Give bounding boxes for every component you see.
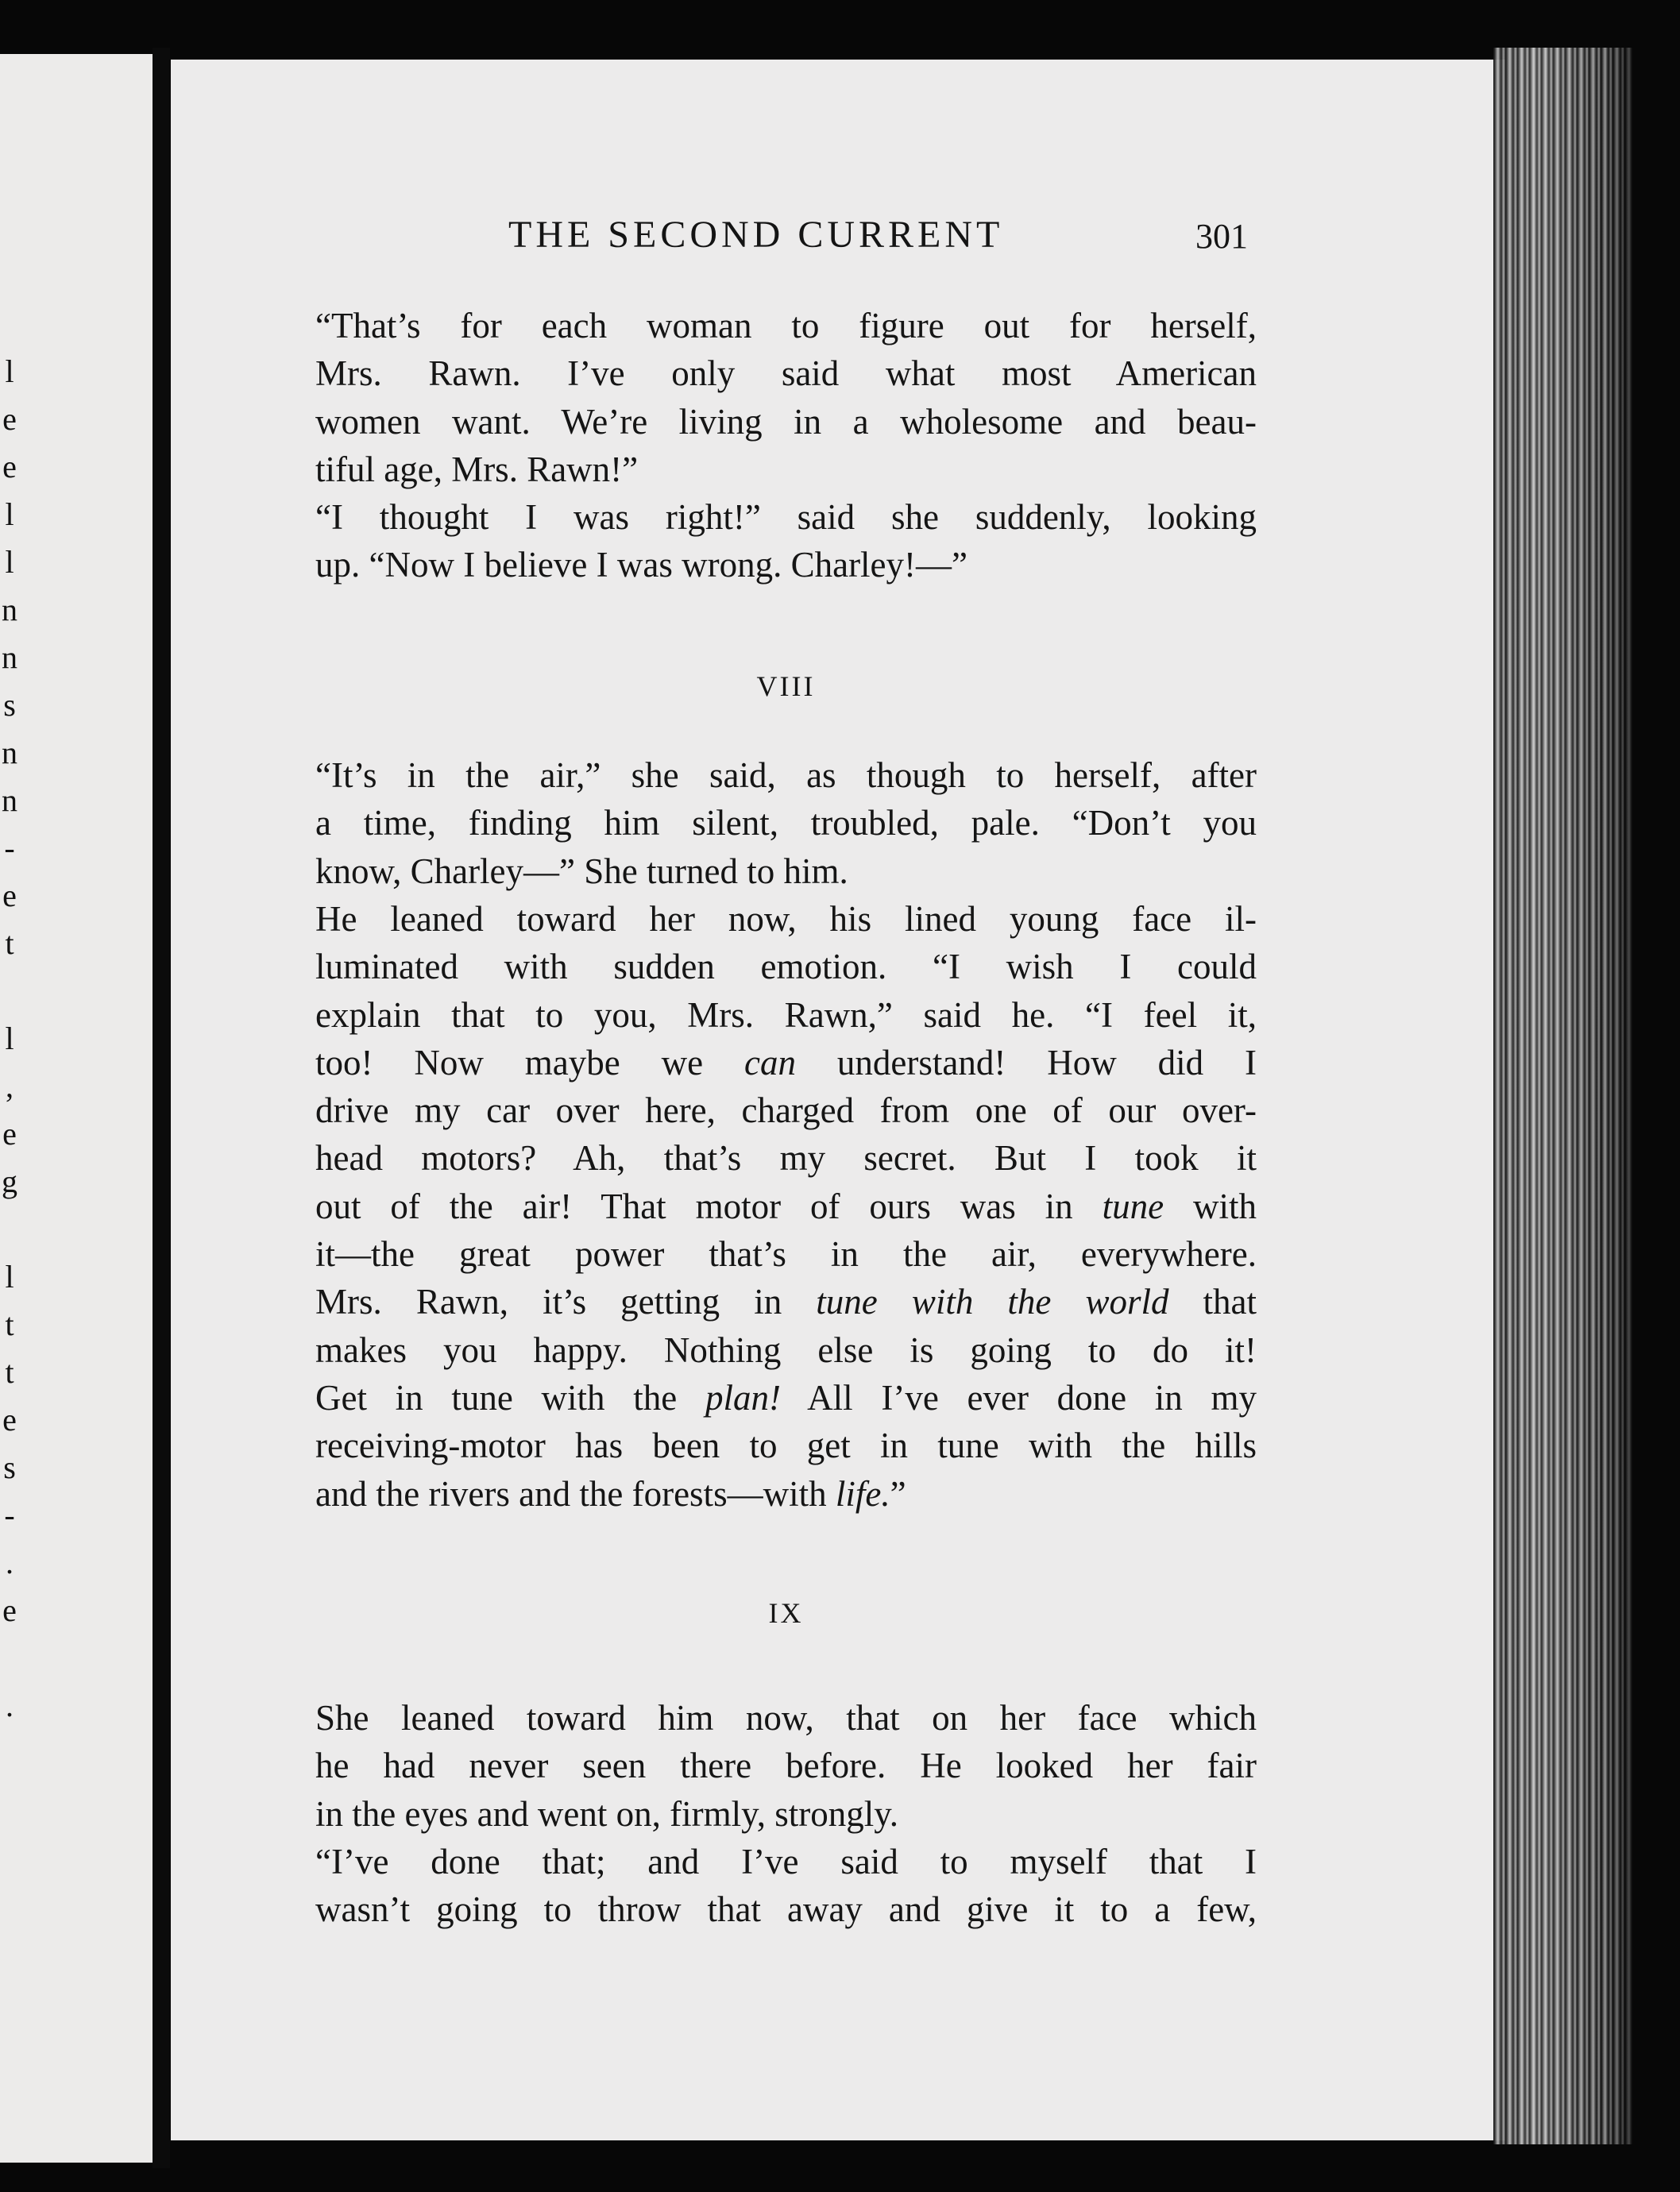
- margin-letter: t: [5, 1306, 14, 1342]
- text-line: “I thought I was right!” said she suddenly, looking: [315, 497, 1257, 538]
- section-heading-ix: IX: [768, 1596, 804, 1629]
- paragraph-4: [315, 895, 1257, 1518]
- margin-letter: e: [2, 1116, 17, 1152]
- text-line: drive my car over here, charged from one of our over-: [315, 1090, 1257, 1131]
- text-line: know, Charley—” She turned to him.: [315, 851, 848, 891]
- margin-letter: [0, 1206, 19, 1253]
- book-gutter: [153, 48, 170, 2168]
- text-line: He leaned toward her now, his lined young face il-: [315, 898, 1257, 939]
- paragraph-6: [315, 1838, 1257, 1934]
- margin-letter: l: [5, 544, 14, 580]
- margin-letter: -: [4, 1497, 15, 1533]
- margin-letter: n: [2, 592, 17, 627]
- margin-letter: ,: [6, 1068, 14, 1104]
- margin-letter: [0, 967, 19, 1015]
- paragraph-5: [315, 1694, 1257, 1838]
- margin-letter: [0, 1634, 19, 1682]
- text-line: in the eyes and went on, firmly, strongly.: [315, 1793, 899, 1834]
- margin-letter: e: [2, 1592, 17, 1628]
- margin-letter: g: [2, 1164, 17, 1199]
- margin-letter: e: [2, 449, 17, 484]
- emphasis: life.: [835, 1473, 890, 1514]
- text-line: “It’s in the air,” she said, as though to herself, after: [315, 755, 1257, 796]
- page-number: 301: [1195, 217, 1248, 256]
- body-text: [315, 302, 1257, 1934]
- emphasis: tune: [1102, 1186, 1164, 1226]
- facing-page-edge: [0, 54, 153, 2163]
- text-line: She leaned toward him now, that on her face which: [315, 1698, 1257, 1739]
- text-line: “I’ve done that; and I’ve said to myself that I: [315, 1842, 1257, 1882]
- paragraph-3: [315, 751, 1257, 895]
- facing-page-margin-letters: [0, 348, 19, 1730]
- margin-letter: .: [6, 1545, 14, 1580]
- text-line: explain that to you, Mrs. Rawn,” said he. “I feel it,: [315, 994, 1257, 1035]
- paragraph-1: [315, 302, 1257, 493]
- margin-letter: l: [5, 353, 14, 389]
- margin-letter: l: [5, 1259, 14, 1295]
- margin-letter: e: [2, 1402, 17, 1438]
- paragraph-2: [315, 493, 1257, 589]
- text-line: luminated with sudden emotion. “I wish I could: [315, 947, 1257, 987]
- text-line: Get in tune with the plan! All I’ve ever done in my: [315, 1377, 1257, 1418]
- text-line: makes you happy. Nothing else is going to do it!: [315, 1329, 1257, 1370]
- emphasis: can: [744, 1042, 796, 1082]
- margin-letter: .: [6, 1688, 14, 1723]
- text-line: Mrs. Rawn. I’ve only said what most American: [315, 353, 1257, 394]
- text-line: he had never seen there before. He looked her fair: [315, 1746, 1257, 1786]
- text-line: too! Now maybe we can understand! How did I: [315, 1042, 1257, 1082]
- section-heading-viii: VIII: [756, 670, 816, 702]
- text-line: head motors? Ah, that’s my secret. But I took it: [315, 1138, 1257, 1179]
- margin-letter: l: [5, 496, 14, 532]
- text-line: and the rivers and the forests—with life.”: [315, 1473, 906, 1514]
- margin-letter: -: [4, 830, 15, 866]
- text-line: wasn’t going to throw that away and give it to a few,: [315, 1889, 1257, 1930]
- text-line: “That’s for each woman to figure out for herself,: [315, 306, 1257, 345]
- margin-letter: n: [2, 639, 17, 675]
- running-head: THE SECOND CURRENT: [508, 214, 1004, 256]
- margin-letter: e: [2, 878, 17, 913]
- emphasis: tune with the world: [816, 1282, 1169, 1322]
- text-line: a time, finding him silent, troubled, pale. “Don’t you: [315, 803, 1257, 843]
- margin-letter: n: [2, 782, 17, 818]
- emphasis: plan!: [705, 1377, 781, 1418]
- text-line: Mrs. Rawn, it’s getting in tune with the world that: [315, 1282, 1257, 1322]
- text-line: out of the air! That motor of ours was in tune with: [315, 1186, 1257, 1226]
- text-line: up. “Now I believe I was wrong. Charley!—”: [315, 545, 967, 585]
- margin-letter: l: [5, 1021, 14, 1056]
- margin-letter: s: [3, 687, 16, 723]
- margin-letter: s: [3, 1449, 16, 1485]
- text-line: tiful age, Mrs. Rawn!”: [315, 449, 639, 489]
- margin-letter: t: [5, 1354, 14, 1390]
- text-line: receiving-motor has been to get in tune with the hills: [315, 1426, 1257, 1466]
- margin-letter: e: [2, 401, 17, 437]
- margin-letter: n: [2, 735, 17, 770]
- text-line: women want. We’re living in a wholesome and beau-: [315, 401, 1257, 442]
- margin-letter: t: [5, 925, 14, 961]
- text-line: it—the great power that’s in the air, everywhere.: [315, 1234, 1257, 1275]
